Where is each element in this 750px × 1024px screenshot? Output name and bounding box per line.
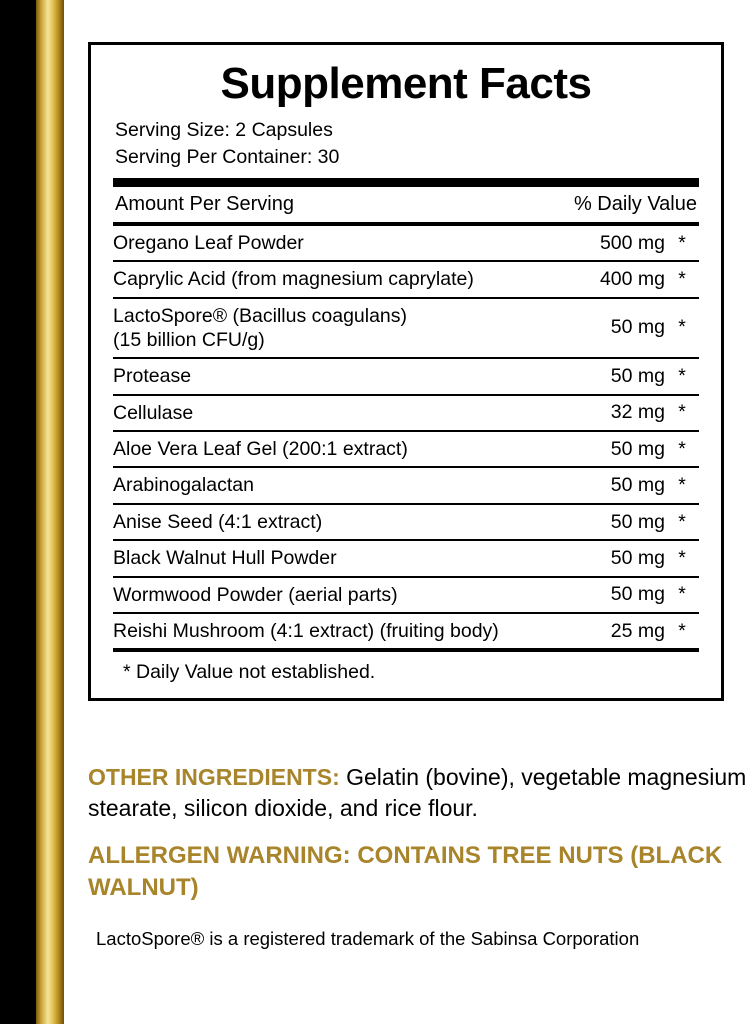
nutrient-name: LactoSpore® (Bacillus coagulans) (15 billion CFU/g): [113, 298, 585, 359]
nutrient-name: Reishi Mushroom (4:1 extract) (fruiting body): [113, 619, 499, 642]
other-ingredients-paragraph: [88, 762, 750, 824]
nutrient-name: Cellulase: [113, 395, 585, 431]
nutrient-name: Protease: [113, 358, 585, 394]
supplement-facts-title: Supplement Facts: [220, 59, 592, 108]
nutrient-daily-value: *: [665, 358, 699, 394]
nutrient-daily-value: *: [665, 504, 699, 540]
nutrient-amount: 400 mg: [585, 261, 665, 297]
nutrient-name: Black Walnut Hull Powder: [113, 540, 585, 576]
other-ingredients-text: Gelatin (bovine), vegetable magnesium stearate, silicon dioxide, and rice flour.: [88, 764, 747, 822]
nutrient-name: Anise Seed (4:1 extract): [113, 504, 585, 540]
table-row: [113, 395, 699, 431]
nutrient-name: Wormwood Powder (aerial parts): [113, 577, 585, 613]
nutrient-daily-value: *: [665, 577, 699, 613]
allergen-warning: ALLERGEN WARNING: CONTAINS TREE NUTS (BLACK WALNUT): [88, 842, 723, 902]
nutrient-amount: 50 mg: [585, 358, 665, 394]
nutrient-amount: 25 mg: [610, 619, 665, 642]
nutrient-daily-value: *: [665, 226, 699, 261]
label-content-area: [80, 0, 750, 1024]
nutrient-daily-value: *: [665, 431, 699, 467]
nutrient-daily-value: *: [678, 619, 686, 642]
daily-value-footnote: * Daily Value not established.: [123, 661, 376, 684]
nutrient-amount: 50 mg: [585, 298, 665, 359]
table-row: [113, 613, 699, 648]
table-row: [113, 540, 699, 576]
nutrient-daily-value: *: [665, 540, 699, 576]
table-row: [113, 431, 699, 467]
table-row: [113, 261, 699, 297]
nutrient-daily-value: *: [665, 261, 699, 297]
label-white-gutter: [64, 0, 80, 1024]
nutrient-amount: 50 mg: [585, 540, 665, 576]
nutrient-daily-value: *: [665, 395, 699, 431]
table-row: [113, 358, 699, 394]
servings-per-container-line: Serving Per Container: 30: [115, 145, 340, 168]
amount-per-serving-label: Amount Per Serving: [115, 192, 294, 215]
nutrient-daily-value: *: [665, 298, 699, 359]
nutrient-name: Caprylic Acid (from magnesium caprylate): [113, 261, 585, 297]
serving-size-line: Serving Size: 2 Capsules: [115, 119, 333, 142]
table-row: [113, 226, 699, 261]
nutrient-amount: 32 mg: [585, 395, 665, 431]
label-gold-edge-stripe: [36, 0, 64, 1024]
table-row: [113, 467, 699, 503]
nutrient-amount: 50 mg: [585, 431, 665, 467]
table-row: [113, 298, 699, 359]
nutrient-name: Arabinogalactan: [113, 467, 585, 503]
trademark-notice: LactoSpore® is a registered trademark of the Sabinsa Corporation: [96, 927, 640, 949]
other-ingredients-label: OTHER INGREDIENTS:: [88, 764, 340, 790]
nutrient-amount: 50 mg: [585, 467, 665, 503]
nutrient-name: Oregano Leaf Powder: [113, 226, 585, 261]
table-row: [113, 577, 699, 613]
nutrient-amount: 500 mg: [585, 226, 665, 261]
supplement-facts-table: [113, 226, 699, 649]
label-black-edge-stripe: [0, 0, 36, 1024]
divider-thick-top: [113, 178, 699, 187]
table-row: [113, 504, 699, 540]
nutrient-name: Aloe Vera Leaf Gel (200:1 extract): [113, 431, 585, 467]
table-header-row: [113, 187, 699, 222]
daily-value-label: % Daily Value: [573, 192, 697, 215]
label-footer-text: [88, 762, 750, 952]
nutrient-amount: 50 mg: [585, 577, 665, 613]
nutrient-daily-value: *: [665, 467, 699, 503]
supplement-facts-panel: [88, 42, 724, 701]
nutrient-amount: 50 mg: [585, 504, 665, 540]
